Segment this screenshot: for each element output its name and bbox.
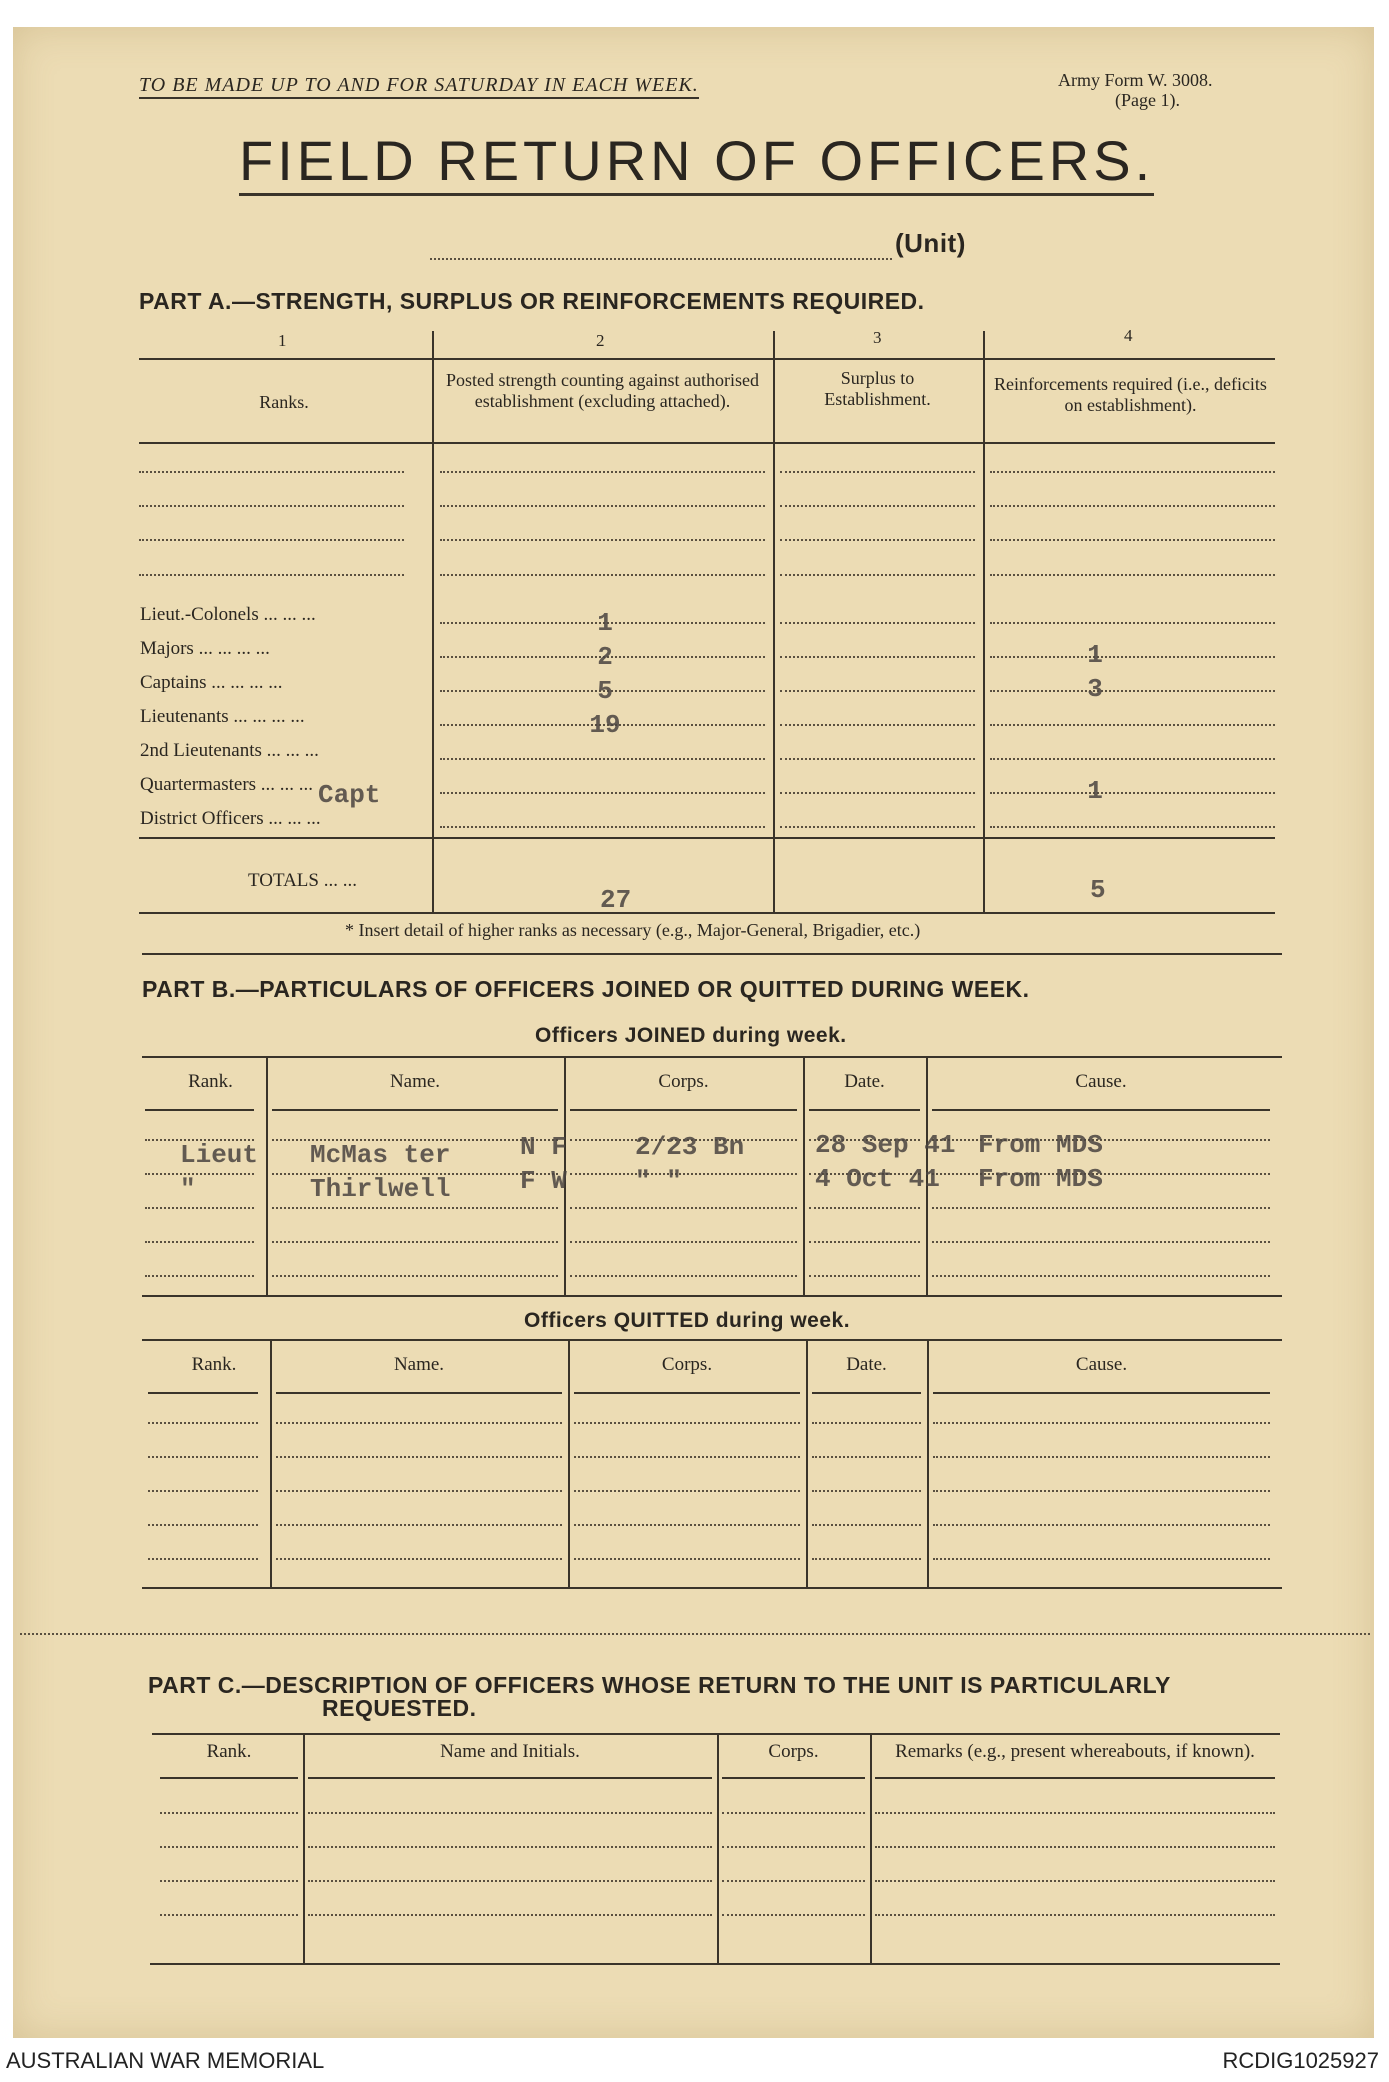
col-header: Rank.	[188, 1071, 233, 1092]
rank-label: Majors ... ... ... ...	[140, 638, 270, 659]
rule-line	[780, 792, 975, 794]
rank-label: Captains ... ... ... ...	[140, 672, 283, 693]
rule-line	[570, 1207, 797, 1209]
col-header: Cause.	[1075, 1354, 1128, 1375]
rule-line	[139, 837, 1275, 839]
posted-value: 1	[597, 608, 613, 638]
rule-line	[308, 1777, 712, 1779]
rule-line	[160, 1880, 298, 1882]
rule-line	[308, 1846, 712, 1848]
rule-line	[272, 1275, 558, 1277]
rule-line	[812, 1456, 921, 1458]
footer-credit: AUSTRALIAN WAR MEMORIAL	[6, 2048, 325, 2073]
col-header: Rank.	[206, 1741, 252, 1762]
rule-line	[780, 656, 975, 658]
rule-line	[570, 1275, 797, 1277]
col-number: 3	[873, 328, 882, 347]
reinforcement-value: 1	[1087, 640, 1103, 670]
rule-line	[812, 1490, 921, 1492]
rule-line	[160, 1914, 298, 1916]
joined-title: Officers JOINED during week.	[535, 1024, 847, 1047]
rank-label: Lieut.-Colonels ... ... ...	[140, 604, 316, 625]
rule-line	[812, 1422, 921, 1424]
rank-label: Lieutenants ... ... ... ...	[140, 706, 305, 727]
joined-initials: N F	[520, 1132, 567, 1162]
rule-line	[160, 1777, 298, 1779]
totals-label: TOTALS ... ...	[248, 870, 357, 891]
rule-line	[308, 1914, 712, 1916]
rule-line	[722, 1914, 865, 1916]
joined-cause: From MDS	[978, 1164, 1103, 1194]
rule-line	[812, 1558, 921, 1560]
rule-line	[440, 471, 765, 473]
rule-line	[270, 1339, 272, 1587]
rule-line	[927, 1339, 929, 1587]
col-header: Corps.	[661, 1354, 713, 1375]
rule-line	[145, 1241, 254, 1243]
rule-line	[440, 758, 765, 760]
rule-line	[139, 358, 1275, 360]
rule-line	[139, 539, 404, 541]
rule-line	[990, 622, 1275, 624]
col-header: Name.	[393, 1354, 445, 1375]
rule-line	[990, 724, 1275, 726]
rule-line	[870, 1733, 872, 1963]
col-number: 4	[1124, 326, 1133, 345]
rule-line	[303, 1733, 305, 1963]
rule-line	[990, 690, 1275, 692]
rule-line	[272, 1109, 558, 1111]
rule-line	[148, 1422, 258, 1424]
totals-reinforcements: 5	[1090, 875, 1106, 905]
joined-rank: Lieut	[180, 1140, 259, 1170]
rule-line	[806, 1339, 808, 1587]
footer-id: RCDIG1025927	[1222, 2048, 1379, 2073]
rule-line	[722, 1777, 865, 1779]
rule-line	[722, 1812, 865, 1814]
rule-line	[932, 1241, 1270, 1243]
col-header: Corps.	[658, 1071, 709, 1092]
col-number: 1	[278, 331, 287, 350]
instruction: TO BE MADE UP TO AND FOR SATURDAY IN EACH WEEK.	[139, 74, 699, 99]
rank-label: Quartermasters ... ... ...	[140, 774, 314, 795]
joined-name: Thirlwell	[310, 1174, 451, 1204]
col-header-surplus: Surplus to Establishment.	[824, 368, 931, 409]
col-header-posted: Posted strength counting against authorised establishment (excluding attached).	[446, 370, 759, 411]
joined-corps: " "	[635, 1166, 682, 1196]
rank-label: 2nd Lieutenants ... ... ...	[140, 740, 319, 761]
rule-line	[272, 1207, 558, 1209]
part-c-heading-2: REQUESTED.	[322, 1695, 477, 1721]
form-title: FIELD RETURN OF OFFICERS.	[239, 128, 1154, 196]
col-header: Name.	[389, 1071, 441, 1092]
rule-line	[570, 1109, 797, 1111]
rule-line	[145, 1207, 254, 1209]
joined-initials: F W	[520, 1166, 567, 1196]
joined-cause: From MDS	[978, 1130, 1103, 1160]
rule-line	[145, 1109, 254, 1111]
col-header: Cause.	[1075, 1071, 1127, 1092]
rule-line	[574, 1558, 800, 1560]
rule-line	[440, 826, 765, 828]
rule-line	[20, 1633, 1370, 1635]
rule-line	[145, 1275, 254, 1277]
rule-line	[139, 442, 1275, 444]
rule-line	[990, 826, 1275, 828]
reinforcement-value: 3	[1087, 674, 1103, 704]
rule-line	[308, 1812, 712, 1814]
rule-line	[148, 1524, 258, 1526]
joined-date: 28 Sep 41	[815, 1130, 956, 1160]
col-header: Rank.	[191, 1354, 237, 1375]
rule-line	[780, 505, 975, 507]
rule-line	[148, 1558, 258, 1560]
col-header: Date.	[846, 1354, 887, 1375]
rule-line	[139, 505, 404, 507]
rule-line	[440, 792, 765, 794]
posted-value: 2	[597, 642, 613, 672]
rule-line	[574, 1456, 800, 1458]
rule-line	[990, 574, 1275, 576]
rule-line	[145, 1173, 254, 1175]
rule-line	[933, 1558, 1270, 1560]
rule-line	[780, 724, 975, 726]
rule-line	[932, 1109, 1270, 1111]
rule-line	[150, 1963, 1280, 1965]
rule-line	[276, 1456, 562, 1458]
rule-line	[717, 1733, 719, 1963]
rule-line	[142, 1587, 1282, 1589]
rule-line	[570, 1241, 797, 1243]
part-c-heading: PART C.—DESCRIPTION OF OFFICERS WHOSE RETURN TO THE UNIT IS PARTICULARLY	[148, 1672, 1171, 1698]
reinforcement-value: 1	[1087, 776, 1103, 806]
rank-label: District Officers ... ... ...	[140, 808, 321, 829]
posted-value: 5	[597, 676, 613, 706]
rule-line	[148, 1392, 258, 1394]
rule-line	[148, 1490, 258, 1492]
rule-line	[809, 1275, 920, 1277]
rule-line	[780, 758, 975, 760]
rule-line	[990, 539, 1275, 541]
col-header: Date.	[844, 1071, 885, 1092]
rule-line	[812, 1524, 921, 1526]
rule-line	[990, 758, 1275, 760]
rule-line	[780, 690, 975, 692]
rule-line	[773, 331, 775, 912]
unit-label: (Unit)	[895, 228, 966, 258]
rule-line	[990, 471, 1275, 473]
qm-annotation: Capt	[318, 780, 381, 810]
page-number: (Page 1).	[1115, 90, 1180, 110]
rule-line	[160, 1812, 298, 1814]
rule-line	[932, 1207, 1270, 1209]
rule-line	[568, 1339, 570, 1587]
rule-line	[574, 1490, 800, 1492]
rule-line	[933, 1392, 1270, 1394]
rule-line	[142, 1339, 1282, 1341]
totals-posted: 27	[600, 885, 632, 915]
rule-line	[574, 1392, 800, 1394]
rule-line	[722, 1880, 865, 1882]
rule-line	[809, 1109, 920, 1111]
rule-line	[983, 331, 985, 912]
rule-line	[875, 1846, 1275, 1848]
rule-line	[932, 1275, 1270, 1277]
rule-line	[780, 471, 975, 473]
col-header: Remarks (e.g., present whereabouts, if known).	[895, 1741, 1255, 1762]
rule-line	[276, 1524, 562, 1526]
rule-line	[574, 1422, 800, 1424]
quitted-title: Officers QUITTED during week.	[524, 1309, 851, 1332]
rule-line	[574, 1524, 800, 1526]
rule-line	[780, 622, 975, 624]
rule-line	[308, 1880, 712, 1882]
rule-line	[148, 1456, 258, 1458]
rule-line	[933, 1422, 1270, 1424]
rule-line	[160, 1846, 298, 1848]
rule-line	[142, 953, 1282, 955]
form-number: Army Form W. 3008.	[1058, 70, 1213, 90]
footnote: * Insert detail of higher ranks as necessary (e.g., Major-General, Brigadier, etc.)	[345, 920, 921, 940]
rule-line	[933, 1456, 1270, 1458]
rule-line	[440, 505, 765, 507]
col-header: Name and Initials.	[440, 1741, 580, 1762]
rule-line	[780, 539, 975, 541]
rule-line	[139, 574, 404, 576]
col-header-reinforcements: Reinforcements required (i.e., deficits on establishment).	[994, 374, 1267, 415]
rule-line	[276, 1422, 562, 1424]
rule-line	[803, 1056, 805, 1295]
rule-line	[276, 1490, 562, 1492]
joined-corps: 2/23 Bn	[635, 1132, 745, 1162]
col-number: 2	[596, 331, 605, 350]
rule-line	[276, 1392, 562, 1394]
rule-line	[780, 826, 975, 828]
rule-line	[142, 1056, 1282, 1058]
col-header-ranks: Ranks.	[259, 392, 309, 412]
rule-line	[990, 656, 1275, 658]
rule-line	[570, 1173, 797, 1175]
col-header: Corps.	[768, 1741, 819, 1762]
rule-line	[990, 792, 1275, 794]
rule-line	[875, 1914, 1275, 1916]
rule-line	[276, 1558, 562, 1560]
part-a-heading: PART A.—STRENGTH, SURPLUS OR REINFORCEMENTS REQUIRED.	[139, 288, 925, 314]
part-b-heading: PART B.—PARTICULARS OF OFFICERS JOINED OR QUITTED DURING WEEK.	[142, 976, 1030, 1002]
rule-line	[809, 1207, 920, 1209]
rule-line	[933, 1524, 1270, 1526]
rule-line	[440, 539, 765, 541]
rule-line	[142, 1295, 1282, 1297]
rule-line	[812, 1392, 921, 1394]
rule-line	[152, 1733, 1280, 1735]
rule-line	[875, 1812, 1275, 1814]
joined-rank: "	[180, 1174, 196, 1204]
rule-line	[432, 331, 434, 912]
rule-line	[875, 1880, 1275, 1882]
rule-line	[809, 1241, 920, 1243]
posted-value: 19	[589, 710, 621, 740]
joined-name: McMas ter	[310, 1140, 451, 1170]
rule-line	[139, 471, 404, 473]
rule-line	[990, 505, 1275, 507]
rule-line	[139, 912, 1275, 914]
rule-line	[722, 1846, 865, 1848]
joined-date: 4 Oct 41	[815, 1164, 940, 1194]
rule-line	[440, 574, 765, 576]
rule-line	[933, 1490, 1270, 1492]
rule-line	[875, 1777, 1275, 1779]
rule-line	[780, 574, 975, 576]
rule-line	[272, 1241, 558, 1243]
